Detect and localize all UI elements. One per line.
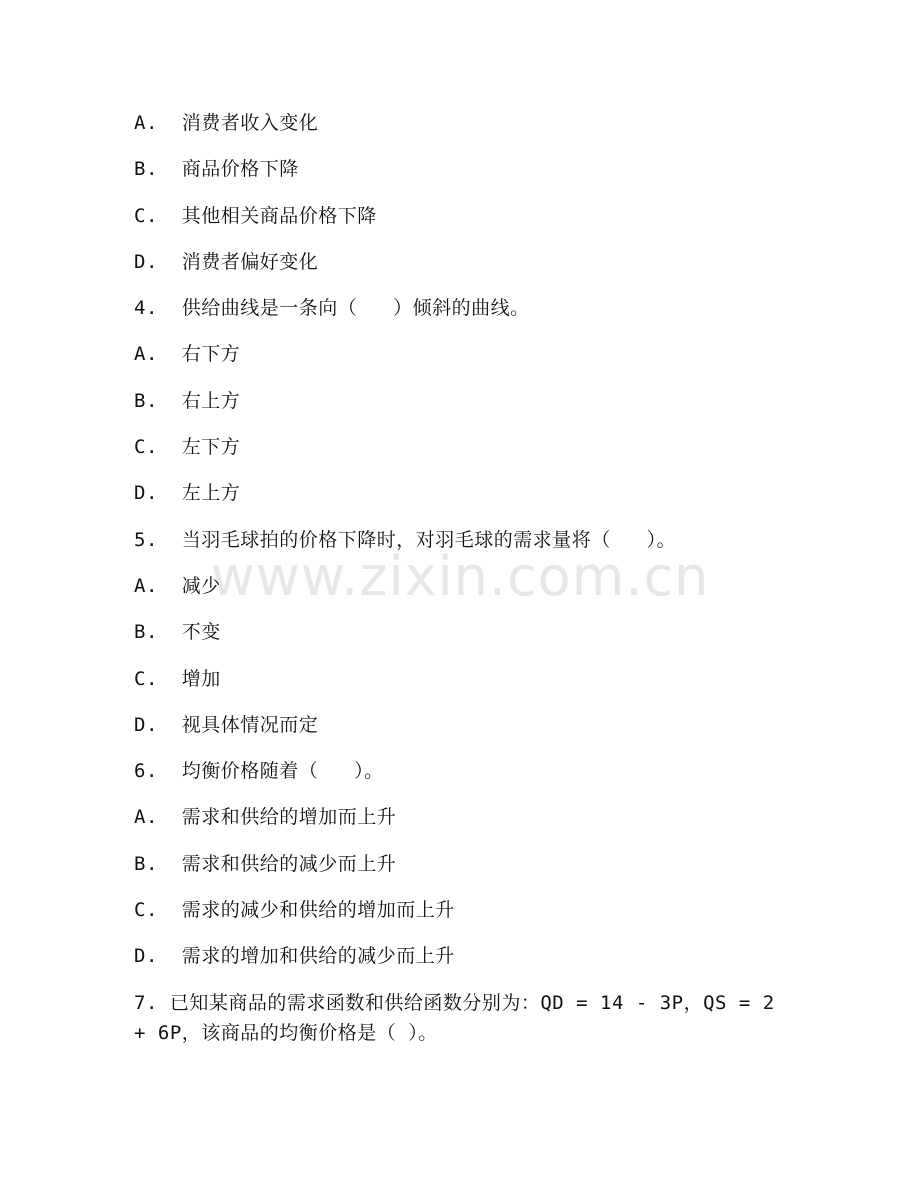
q4-option-a: A. 右下方 xyxy=(134,343,241,366)
q6-option-a: A. 需求和供给的增加而上升 xyxy=(134,806,397,829)
option-d-preference: D. 消费者偏好变化 xyxy=(134,250,319,273)
question-5: 5. 当羽毛球拍的价格下降时，对羽毛球的需求量将（ ）。 xyxy=(134,528,677,551)
q4-option-b: B. 右上方 xyxy=(134,389,241,412)
q6-option-b: B. 需求和供给的减少而上升 xyxy=(134,852,397,875)
q4-option-c: C. 左下方 xyxy=(134,436,241,459)
question-7: 7. 已知某商品的需求函数和供给函数分别为：QD = 14 - 3P，QS = 2 + 6P，该商品的均衡价格是（ ）。 xyxy=(134,991,775,1044)
option-b-price-drop: B. 商品价格下降 xyxy=(134,158,299,181)
q6-option-c: C. 需求的减少和供给的增加而上升 xyxy=(134,899,455,922)
q5-option-a: A. 减少 xyxy=(134,574,221,597)
option-c-related-price: C. 其他相关商品价格下降 xyxy=(134,204,377,227)
watermark: www.zixin.com.cn xyxy=(210,545,710,608)
q5-option-b: B. 不变 xyxy=(134,621,221,644)
question-6: 6. 均衡价格随着（ ）。 xyxy=(134,760,384,783)
option-a-income: A. 消费者收入变化 xyxy=(134,112,319,134)
q6-option-d: D. 需求的增加和供给的减少而上升 xyxy=(134,945,455,968)
q5-option-d: D. 视具体情况而定 xyxy=(134,713,319,736)
document-content xyxy=(134,100,794,1048)
q4-option-d: D. 左上方 xyxy=(134,482,241,505)
question-4: 4. 供给曲线是一条向（ ）倾斜的曲线。 xyxy=(134,297,530,320)
q5-option-c: C. 增加 xyxy=(134,667,221,690)
